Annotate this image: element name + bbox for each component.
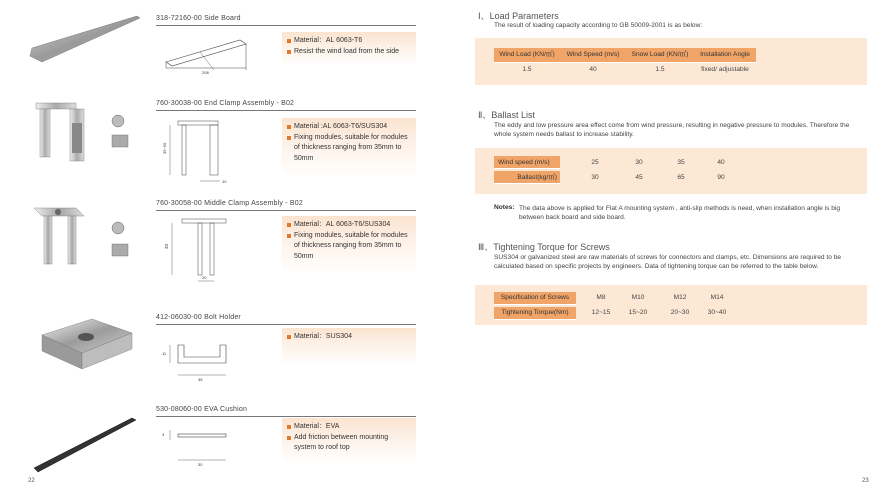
table-cell: M12 [673, 294, 687, 301]
table-cell: 30~40 [707, 309, 727, 316]
table-header-cell: Snow Load (KN/㎡) [626, 48, 694, 63]
section-text: The result of loading capacity according to GB 50009-2001 is as below: [494, 22, 703, 29]
spec-line: Add friction between mounting system to roof top [287, 433, 412, 454]
middle-clamp-photo [22, 198, 142, 270]
eva-cushion-drawing [160, 420, 270, 475]
spec-line: Material :AL 6063-T6/SUS304 [287, 122, 412, 133]
notes-label: Notes: [494, 204, 515, 211]
table-cell: 12~15 [591, 309, 611, 316]
table-cell: 1.5 [655, 66, 665, 73]
divider [156, 210, 416, 211]
table-cell: 15~20 [628, 309, 648, 316]
divider [156, 416, 416, 417]
divider [156, 110, 416, 111]
end-clamp-photo [22, 95, 142, 165]
table-cell: 20~30 [670, 309, 690, 316]
spec-box [282, 328, 416, 368]
section-text: SUS304 or galvanized steel are raw materials of screws for connectors and clamps, etc. Dimensions are required to be calculated based on specific projects by engineers. Data of tightening torque can be referred to the table below. [494, 254, 842, 270]
spec-line: Fixing modules, suitable for modules of thickness ranging from 35mm to 50mm [287, 133, 412, 165]
side-board-photo [22, 12, 142, 64]
product-title: 318-72160-00 Side Board [156, 15, 241, 22]
side-board-drawing [160, 30, 270, 75]
section-heading: Ⅱ、Ballast List [478, 110, 535, 120]
section-heading: Ⅲ、Tightening Torque for Screws [478, 242, 610, 252]
bolt-holder-drawing [160, 333, 270, 388]
table-cell: 40 [717, 159, 725, 166]
bolt-holder-photo [22, 305, 142, 380]
table-cell: fixed/ adjustable [701, 66, 749, 73]
spec-line: Material：AL 6063-T6/SUS304 [287, 220, 412, 231]
table-row-label: Tightening Torque(Nm) [494, 307, 576, 320]
dim-label: 3 [162, 432, 165, 437]
spec-line: Material：SUS304 [287, 332, 412, 343]
dim-label: 30 [198, 462, 203, 467]
table-header-cell: Wind Load (KN/㎡) [494, 48, 560, 63]
page-number: 23 [862, 478, 869, 484]
table-row-label: Specification of Screws [494, 292, 576, 305]
table-cell: 35 [677, 159, 685, 166]
table-cell: 40 [589, 66, 597, 73]
dim-label: 10 [222, 179, 227, 184]
table-cell: 30 [635, 159, 643, 166]
spec-line: Resist the wind load from the side [287, 47, 412, 58]
spec-box [282, 216, 416, 276]
notes-text: The data above is applied for Flat A mounting system , anti-slip methods is need, when installation angle is big between back board and side board. [519, 205, 841, 221]
dim-label: 20 [202, 275, 207, 280]
page-number: 22 [28, 478, 35, 484]
spec-box [282, 118, 416, 180]
dim-label: 35~50 [162, 142, 167, 154]
dim-label: 33 [164, 243, 169, 249]
table-header-cell: Wind Speed (m/s) [560, 48, 626, 63]
divider [156, 25, 416, 26]
table-cell: 45 [635, 174, 643, 181]
table-cell: M10 [631, 294, 645, 301]
table-cell: 65 [677, 174, 685, 181]
table-header-cell: Installation Angle [694, 48, 756, 63]
divider [156, 324, 416, 325]
dim-label: 208 [202, 70, 209, 75]
table-cell: M14 [710, 294, 724, 301]
spec-line: Fixing modules, suitable for modules of thickness ranging from 35mm to 50mm [287, 231, 412, 263]
table-cell: 1.5 [522, 66, 532, 73]
product-title: 760-30038-00 End Clamp Assembly - B02 [156, 100, 295, 107]
middle-clamp-drawing [160, 215, 270, 290]
table-row-label: Ballast(kg/㎡) [494, 171, 560, 184]
section-heading: Ⅰ、Load Parameters [478, 11, 559, 21]
spec-box [282, 418, 416, 466]
dim-label: 35 [198, 377, 203, 382]
table-row-label: Wind speed (m/s) [494, 156, 560, 169]
spec-line: Material：AL 6063-T6 [287, 36, 412, 47]
eva-cushion-photo [22, 410, 142, 475]
table-cell: 30 [591, 174, 599, 181]
table-cell: M8 [596, 294, 606, 301]
product-title: 412-06030-00 Bolt Holder [156, 314, 241, 321]
spec-line: Material：EVA [287, 422, 412, 433]
end-clamp-drawing [160, 115, 270, 190]
product-title: 760-30058-00 Middle Clamp Assembly - B02 [156, 200, 303, 207]
table-cell: 90 [717, 174, 725, 181]
product-title: 530-08060-00 EVA Cushion [156, 406, 248, 413]
section-text: The eddy and low pressure area effect come from wind pressure, resulting in negative pressure to modules. Therefore the whole system needs ballast to increase stability. [494, 122, 850, 138]
table-cell: 25 [591, 159, 599, 166]
dim-label: 11 [162, 351, 167, 356]
spec-box [282, 32, 416, 68]
